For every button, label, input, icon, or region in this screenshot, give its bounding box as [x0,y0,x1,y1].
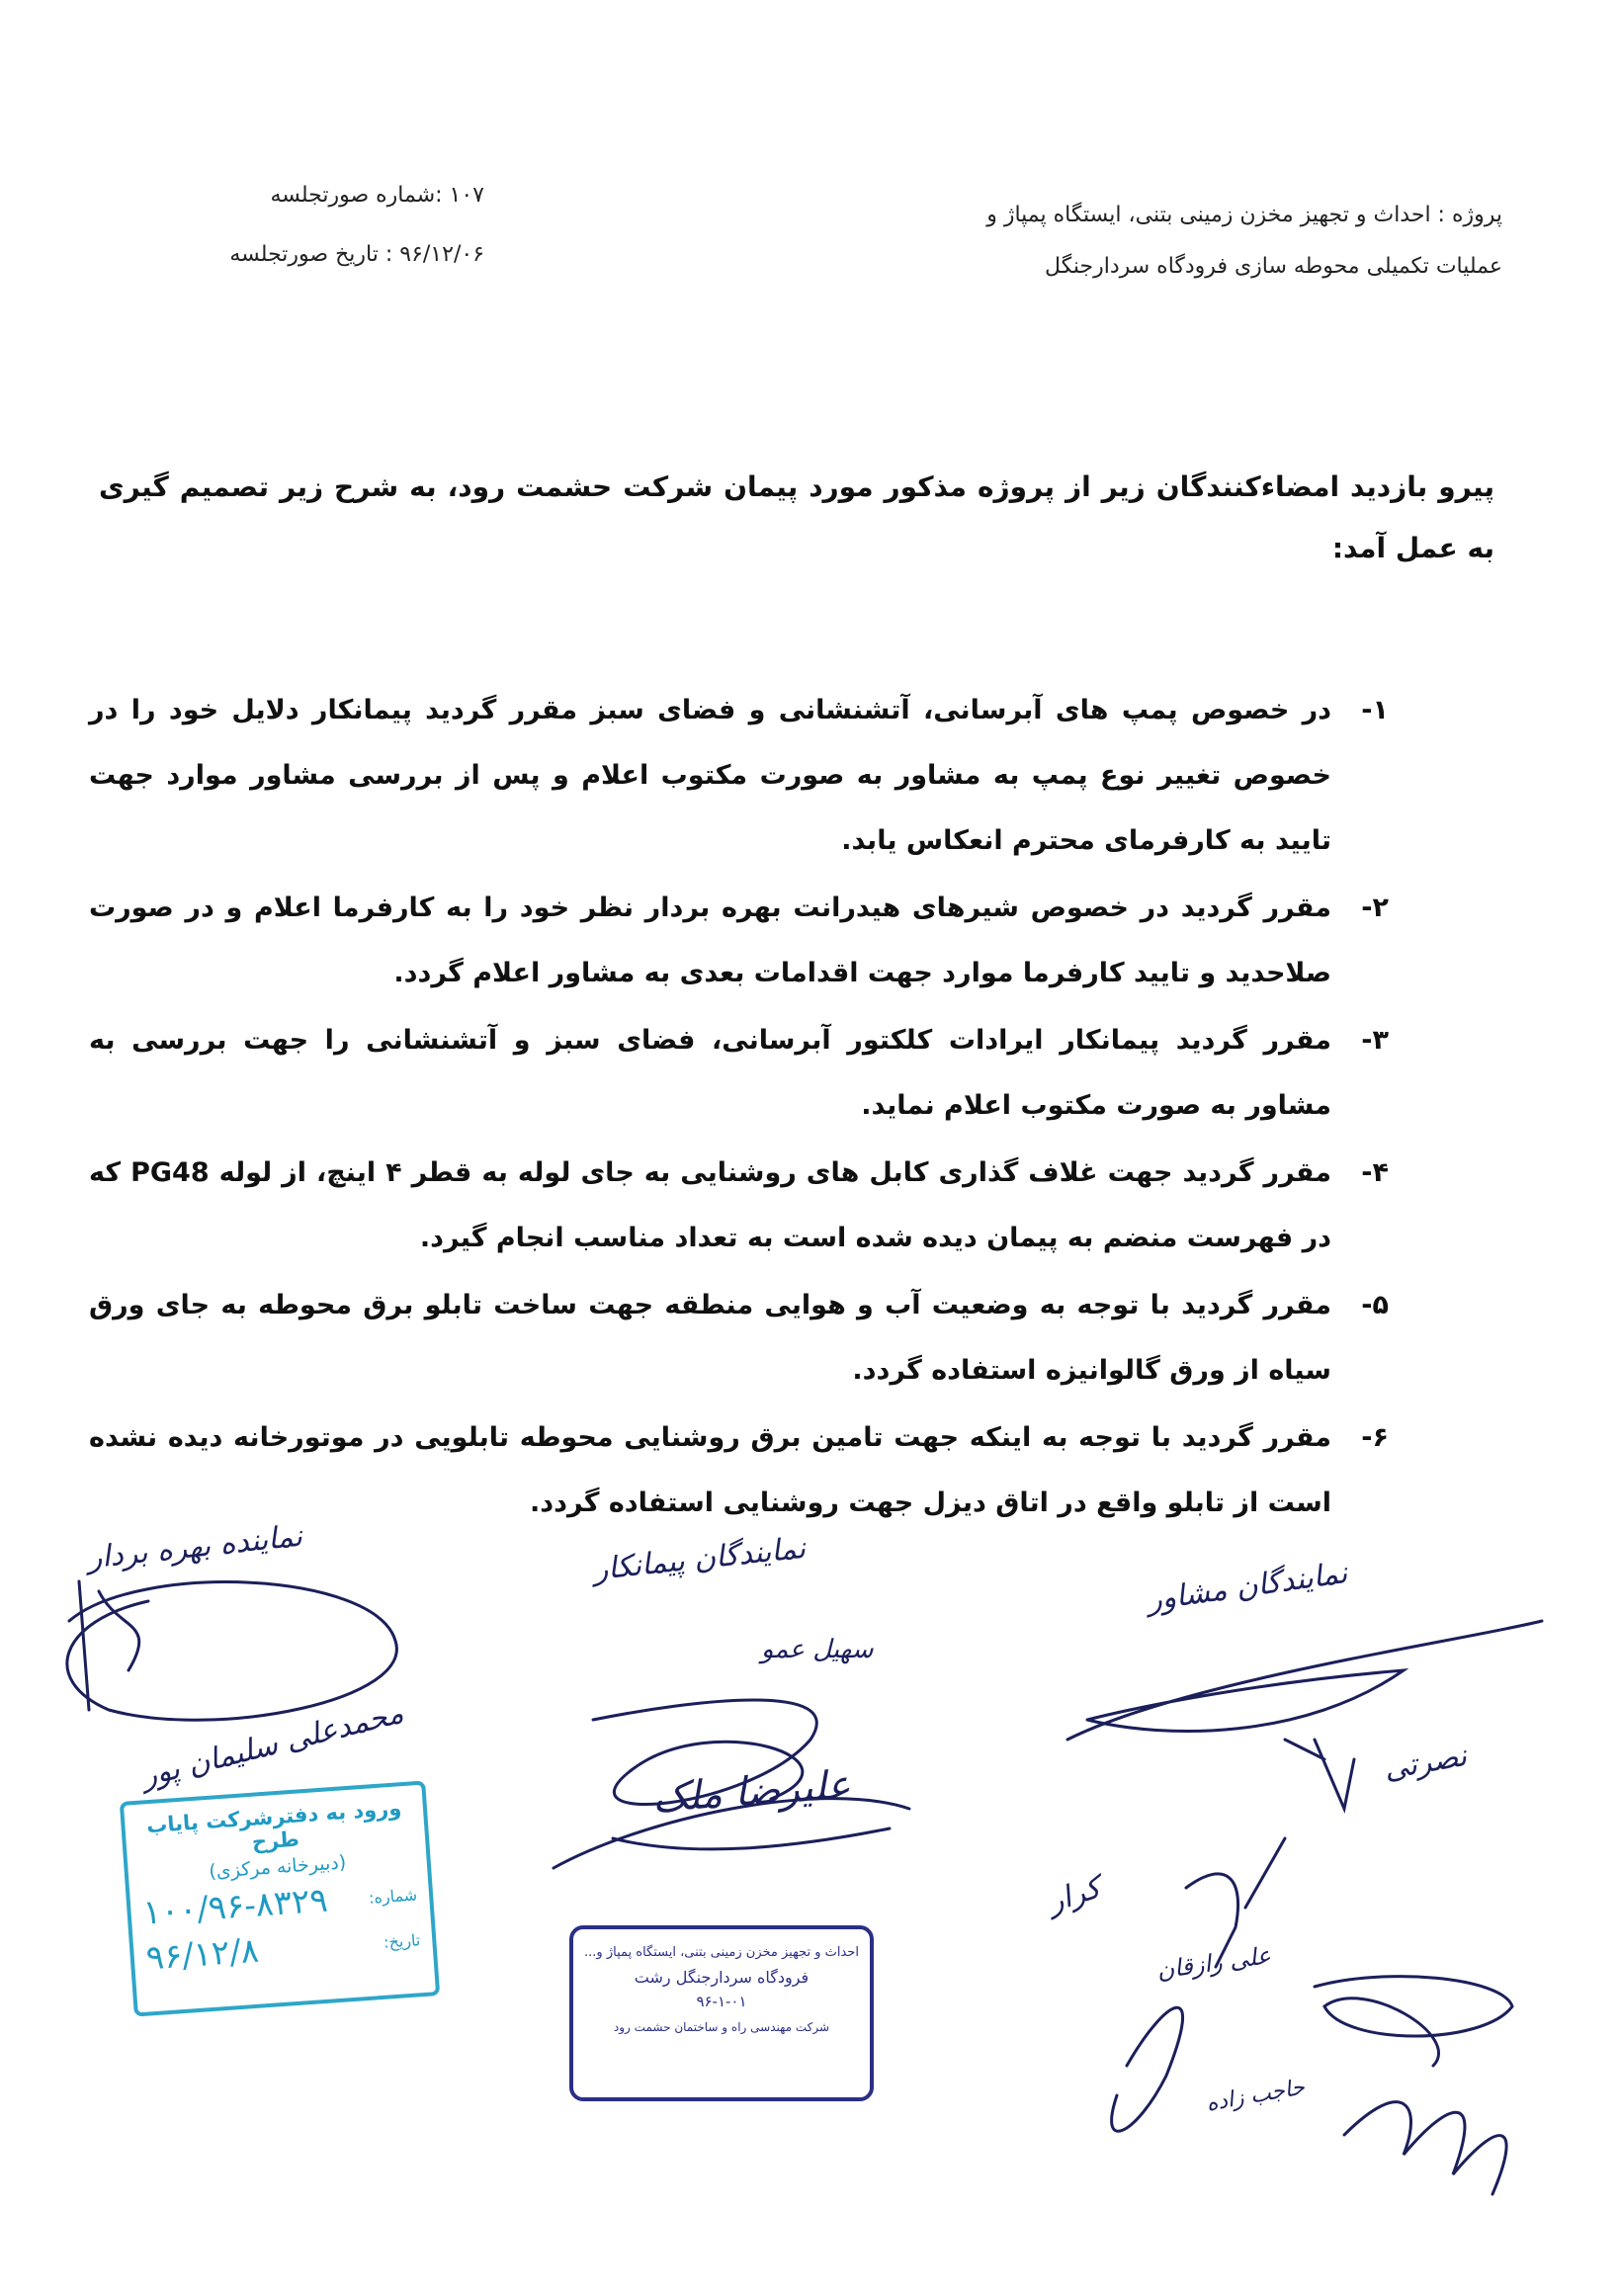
contractor-stamp-line3: ۹۶-۱-۰۱ [696,1993,747,2010]
decision-item [89,1008,1389,1139]
item-number: ۱- [1361,695,1389,725]
stamp-number-label: شماره: [368,1884,418,1908]
signature-employer-1 [67,1582,396,1721]
intro-paragraph: پیرو بازدید امضاءکنندگان زیر از پروژه مذکور مورد پیمان شرکت حشمت رود، به شرح زیر تصمیم گیری به عمل آمد: [99,470,1494,564]
decision-item [89,1273,1389,1403]
employer-rep-label: نماینده بهره بردار [85,1518,304,1576]
consultant-rep-label: نمایندگان مشاور [1145,1555,1350,1619]
employer-name: محمدعلی سلیمان پور [137,1695,407,1795]
contractor-stamp-line4: شرکت مهندسی راه و ساختمان حشمت رود [613,2020,830,2034]
stamp-number-value: ۱۰۰/۹۶-۸۳۲۹ [141,1880,329,1933]
consultant-name-2: علی رازقان [1154,1941,1273,1985]
decision-item [89,876,1389,1006]
contractor-stamp [569,1925,874,2101]
item-text: مقرر گردید با توجه به وضعیت آب و هوایی منطقه جهت ساخت تابلو برق محوطه به جای ورق سیاه از ورق گالوانیزه استفاده گردد. [89,1290,1331,1386]
session-date: ۹۶/۱۲/۰۶ : تاریخ صورتجلسه [229,242,484,267]
session-meta [188,166,484,285]
stamp-date-value: ۹۶/۱۲/۸ [144,1930,261,1979]
contractor-name-1: سهیل عمو [761,1635,874,1664]
consultant-name-1: نصرتی [1381,1738,1470,1788]
signature-consultant-5 [1315,1977,1512,2066]
item-text: مقرر گردید جهت غلاف گذاری کابل های روشنایی به جای لوله به قطر ۴ اینچ، از لوله PG48 که در فهرست منضم به پیمان دیده شده است به تعداد مناسب انجام گیرد. [89,1157,1332,1253]
stamp-title: ورود به دفترشرکت پایاب طرح [145,1796,402,1854]
consultant-name-4: حاجب زاده [1204,2075,1307,2117]
contractor-rep-label: نمایندگان پیمانکار [591,1530,808,1588]
signature-consultant-1 [1067,1621,1542,1740]
decision-item [89,678,1389,874]
contractor-name-2: علیرضا ملک [650,1762,852,1822]
item-text: مقرر گردید با توجه به اینکه جهت تامین برق روشنایی محوطه تابلویی در موتورخانه دیده نشده است از تابلو واقع در اتاق دیزل جهت روشنایی استفاده گردد. [89,1422,1331,1518]
item-number: ۴- [1361,1157,1389,1188]
item-text: مقرر گردید پیمانکار ایرادات کلکتور آبرسانی، فضای سبز و آتشنشانی را جهت بررسی به مشاور به صورت مکتوب اعلام نماید. [89,1025,1331,1121]
item-number: ۳- [1361,1025,1389,1056]
stamp-subtitle: (دبیرخانه مرکزی) [208,1851,347,1883]
session-number: ۱۰۷ :شماره صورتجلسه [270,183,484,208]
project-line-1: پروژه : احداث و تجهیز مخزن زمینی بتنی، ایستگاه پمپاژ و [986,203,1502,227]
contractor-stamp-line2: فرودگاه سردارجنگل رشت [634,1968,810,1987]
signature-employer-2 [79,1581,139,1710]
stamp-date-label: تاریخ: [383,1929,421,1952]
item-number: ۲- [1361,893,1389,923]
item-text: در خصوص پمپ های آبرسانی، آتشنشانی و فضای سبز مقرر گردید پیمانکار دلایل خود را در خصوص تغییر نوع پمپ به مشاور به صورت مکتوب اعلام و پس از بررسی مشاور موارد جهت تایید به کارفرمای محترم انعکاس یابد. [89,695,1331,856]
item-number: ۵- [1361,1290,1389,1320]
contractor-stamp-line1: احداث و تجهیز مخزن زمینی بتنی، ایستگاه پمپاژ و... [584,1945,859,1960]
decision-item [89,1405,1389,1536]
signature-consultant-2 [1285,1740,1354,1809]
receipt-stamp [120,1780,440,2016]
item-number: ۶- [1361,1422,1389,1453]
item-text: مقرر گردید در خصوص شیرهای هیدرانت بهره بردار نظر خود را به کارفرما اعلام و در صورت صلاحدید و تایید کارفرما موارد جهت اقدامات بعدی به مشاور اعلام گردد. [89,893,1331,988]
decision-item [89,1141,1389,1271]
project-title [949,190,1502,293]
signature-consultant-4 [1112,2007,1183,2131]
project-line-2: عملیات تکمیلی محوطه سازی فرودگاه سردارجنگل [1045,254,1502,279]
signature-consultant-6 [1344,2102,1506,2194]
decision-list [89,678,1389,1538]
consultant-name-3: کرار [1043,1870,1105,1920]
